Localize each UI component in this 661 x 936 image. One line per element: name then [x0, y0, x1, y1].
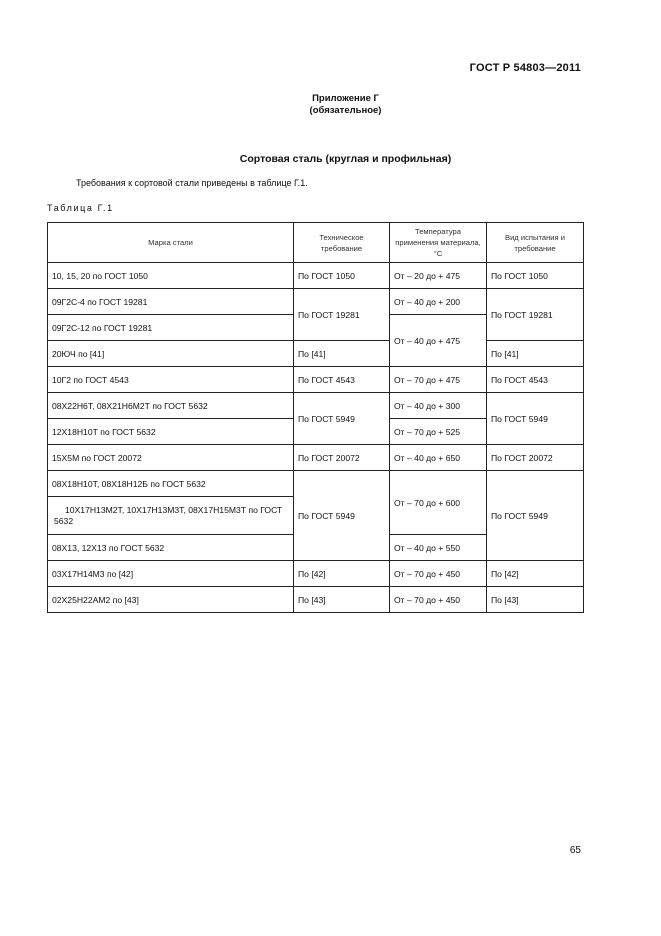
- temp-cell: От – 40 до + 650: [390, 445, 487, 471]
- grade-cell: 08Х13, 12Х13 по ГОСТ 5632: [48, 535, 294, 561]
- table-row: [48, 587, 584, 613]
- test-cell: По [43]: [487, 587, 584, 613]
- grade-cell: 10, 15, 20 по ГОСТ 1050: [48, 263, 294, 289]
- test-cell: По [42]: [487, 561, 584, 587]
- table-row: [48, 471, 584, 497]
- grade-cell: 03Х17Н14М3 по [42]: [48, 561, 294, 587]
- grade-cell: 09Г2С-4 по ГОСТ 19281: [48, 289, 294, 315]
- temp-cell: От – 40 до + 550: [390, 535, 487, 561]
- temp-cell: От – 40 до + 475: [390, 315, 487, 367]
- tech-cell: По ГОСТ 19281: [294, 289, 390, 341]
- grade-cell: 12Х18Н10Т по ГОСТ 5632: [48, 419, 294, 445]
- test-cell: По ГОСТ 19281: [487, 289, 584, 341]
- table-row: [48, 289, 584, 315]
- temp-cell: От – 20 до + 475: [390, 263, 487, 289]
- header-grade: Марка стали: [48, 223, 294, 263]
- document-code: ГОСТ Р 54803—2011: [469, 62, 581, 74]
- test-cell: По ГОСТ 20072: [487, 445, 584, 471]
- table-row: [48, 561, 584, 587]
- table-row: [48, 367, 584, 393]
- table-row: [48, 341, 584, 367]
- tech-cell: По ГОСТ 5949: [294, 393, 390, 445]
- grade-cell: 09Г2С-12 по ГОСТ 19281: [48, 315, 294, 341]
- grade-cell: 10Г2 по ГОСТ 4543: [48, 367, 294, 393]
- header-temperature: Температура применения материала, °С: [390, 223, 487, 263]
- grade-cell: 08Х18Н10Т, 08Х18Н12Б по ГОСТ 5632: [48, 471, 294, 497]
- test-cell: По ГОСТ 4543: [487, 367, 584, 393]
- appendix-heading: [0, 93, 661, 117]
- tech-cell: По ГОСТ 5949: [294, 471, 390, 561]
- test-cell: По [41]: [487, 341, 584, 367]
- grade-cell: 08Х22Н6Т, 08Х21Н6М2Т по ГОСТ 5632: [48, 393, 294, 419]
- table-row: [48, 393, 584, 419]
- temp-cell: От – 40 до + 300: [390, 393, 487, 419]
- temp-cell: От – 40 до + 200: [390, 289, 487, 315]
- header-tech-requirement: Техническое требование: [294, 223, 390, 263]
- test-cell: По ГОСТ 5949: [487, 471, 584, 561]
- steel-grades-table: [47, 222, 584, 613]
- intro-paragraph: Требования к сортовой стали приведены в таблице Г.1.: [76, 178, 308, 188]
- table-row: [48, 263, 584, 289]
- grade-cell: 10Х17Н13М2Т, 10Х17Н13М3Т, 08Х17Н15М3Т по ГОСТ 5632: [48, 497, 294, 535]
- appendix-status: (обязательное): [309, 105, 382, 116]
- test-cell: По ГОСТ 1050: [487, 263, 584, 289]
- table-row: [48, 445, 584, 471]
- temp-cell: От – 70 до + 525: [390, 419, 487, 445]
- temp-cell: От – 70 до + 450: [390, 587, 487, 613]
- temp-cell: От – 70 до + 600: [390, 471, 487, 535]
- tech-cell: По ГОСТ 1050: [294, 263, 390, 289]
- page-number: 65: [569, 845, 581, 856]
- tech-cell: По [41]: [294, 341, 390, 367]
- tech-cell: По ГОСТ 4543: [294, 367, 390, 393]
- header-test-type: Вид испытания и требование: [487, 223, 584, 263]
- grade-cell: 02Х25Н22АМ2 по [43]: [48, 587, 294, 613]
- tech-cell: По [42]: [294, 561, 390, 587]
- temp-cell: От – 70 до + 475: [390, 367, 487, 393]
- temp-cell: От – 70 до + 450: [390, 561, 487, 587]
- test-cell: По ГОСТ 5949: [487, 393, 584, 445]
- tech-cell: По [43]: [294, 587, 390, 613]
- appendix-title: Приложение Г: [312, 93, 379, 104]
- section-title: Сортовая сталь (круглая и профильная): [239, 153, 452, 165]
- tech-cell: По ГОСТ 20072: [294, 445, 390, 471]
- table-caption: Таблица Г.1: [47, 203, 114, 213]
- grade-cell: 15Х5М по ГОСТ 20072: [48, 445, 294, 471]
- grade-cell: 20ЮЧ по [41]: [48, 341, 294, 367]
- table-header-row: [48, 223, 584, 263]
